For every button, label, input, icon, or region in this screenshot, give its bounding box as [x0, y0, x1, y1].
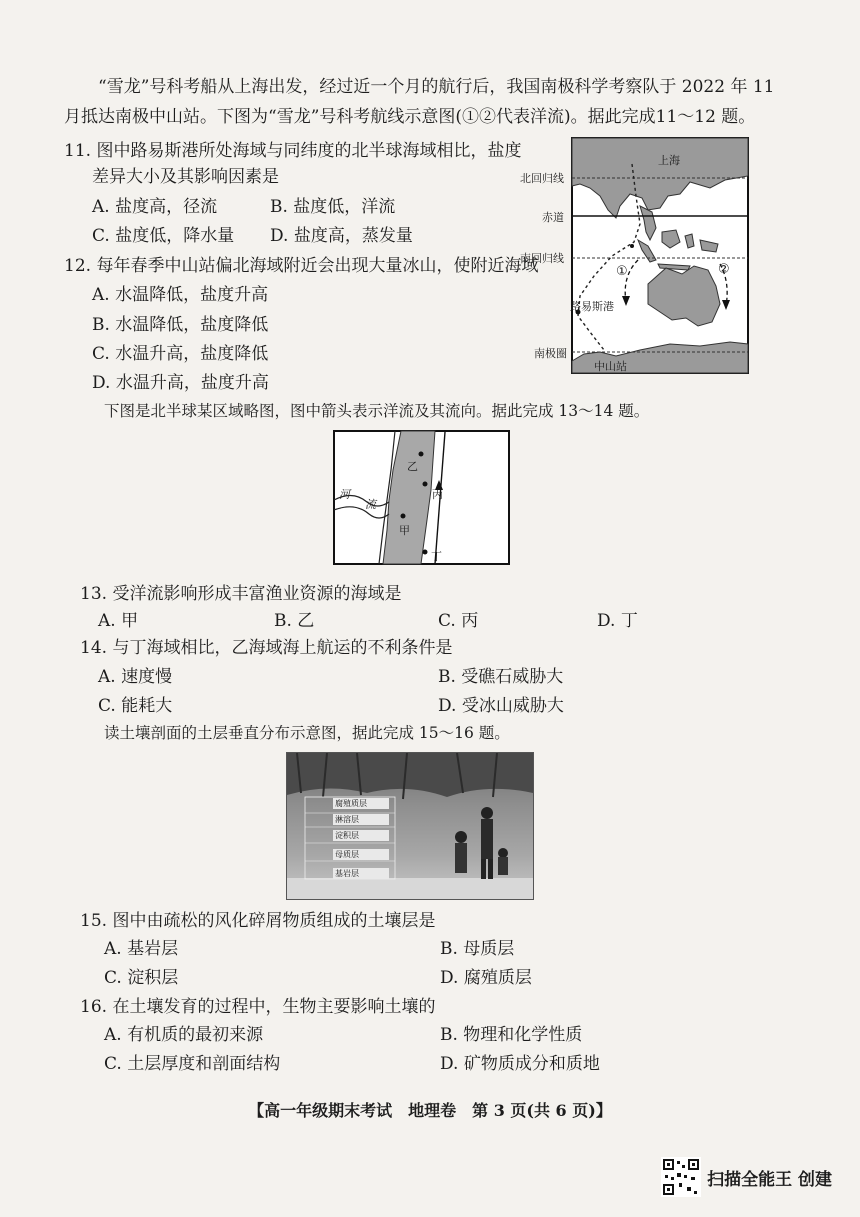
intro-13-14: 下图是北半球某区域略图，图中箭头表示洋流及其流向。据此完成 13～14 题。: [104, 402, 650, 420]
label-tropic-cancer: 北回归线: [520, 172, 564, 185]
layer-label-illuvial: 淀积层: [333, 830, 389, 841]
label-current-1: ①: [616, 264, 628, 279]
q11-option-a: A. 盐度高，径流: [92, 197, 218, 217]
q11-option-d: D. 盐度高，蒸发量: [270, 226, 413, 246]
q12-option-a: A. 水温降低，盐度升高: [92, 285, 269, 305]
q11-option-c: C. 盐度低，降水量: [92, 226, 235, 246]
label-river-2: 流: [365, 498, 376, 511]
soil-profile-photo: [286, 752, 534, 900]
q16-option-d: D. 矿物质成分和质地: [440, 1054, 600, 1074]
label-equator: 赤道: [542, 211, 564, 224]
scanner-brand-text: 扫描全能王 创建: [707, 1169, 832, 1190]
q13-stem: 13. 受洋流影响形成丰富渔业资源的海域是: [80, 584, 402, 604]
page-footer: 【高一年级期末考试 地理卷 第 3 页(共 6 页)】: [248, 1101, 612, 1120]
q15-option-a: A. 基岩层: [104, 939, 179, 959]
layer-label-eluvial: 淋溶层: [333, 814, 389, 825]
q12-option-c: C. 水温升高，盐度降低: [92, 344, 269, 364]
route-map: [520, 136, 750, 376]
q12-option-b: B. 水温降低，盐度降低: [92, 315, 269, 335]
layer-label-humus: 腐殖质层: [333, 798, 389, 809]
q16-option-a: A. 有机质的最初来源: [104, 1025, 264, 1045]
q12-option-d: D. 水温升高，盐度升高: [92, 373, 269, 393]
q16-option-c: C. 土层厚度和剖面结构: [104, 1054, 281, 1074]
q15-stem: 15. 图中由疏松的风化碎屑物质组成的土壤层是: [80, 911, 436, 931]
q13-option-d: D. 丁: [597, 611, 638, 631]
layer-label-bedrock: 基岩层: [333, 868, 389, 879]
q16-option-b: B. 物理和化学性质: [440, 1025, 583, 1045]
label-ding: 丁: [431, 550, 442, 563]
q16-stem: 16. 在土壤发育的过程中，生物主要影响土壤的: [80, 997, 436, 1017]
label-shanghai: 上海: [658, 154, 680, 167]
q14-option-a: A. 速度慢: [98, 667, 173, 687]
q14-option-d: D. 受冰山威胁大: [438, 696, 564, 716]
label-jia: 甲: [399, 524, 410, 537]
photo-layer-labels: [333, 797, 389, 879]
q14-option-b: B. 受礁石威胁大: [438, 667, 564, 687]
q15-option-c: C. 淀积层: [104, 968, 179, 988]
q15-option-b: B. 母质层: [440, 939, 515, 959]
layer-label-parent: 母质层: [333, 849, 389, 860]
label-current-2: ②: [718, 262, 730, 277]
label-tropic-capricorn: 南回归线: [520, 252, 564, 265]
intro-line-1: “雪龙”号科考船从上海出发，经过近一个月的航行后，我国南极科学考察队于 2022 年 11: [98, 77, 775, 97]
intro-15-16: 读土壤剖面的土层垂直分布示意图，据此完成 15～16 题。: [104, 724, 510, 742]
scanner-watermark: [661, 1157, 832, 1197]
q11-stem-2: 差异大小及其影响因素是: [92, 167, 279, 187]
region-map: [333, 430, 510, 565]
qr-code-icon: [661, 1157, 701, 1197]
label-bing: 丙: [432, 488, 443, 501]
q11-option-b: B. 盐度低，洋流: [270, 197, 396, 217]
q11-stem: 11. 图中路易斯港所处海域与同纬度的北半球海域相比，盐度: [64, 141, 522, 161]
q14-option-c: C. 能耗大: [98, 696, 173, 716]
q15-option-d: D. 腐殖质层: [440, 968, 532, 988]
label-antarctic-circle: 南极圈: [534, 347, 567, 360]
q13-option-c: C. 丙: [438, 611, 479, 631]
q13-option-b: B. 乙: [274, 611, 315, 631]
q14-stem: 14. 与丁海域相比，乙海域海上航运的不利条件是: [80, 638, 453, 658]
q13-option-a: A. 甲: [98, 611, 139, 631]
label-zhongshan: 中山站: [594, 360, 627, 373]
label-port-louis: 路易斯港: [570, 300, 614, 313]
intro-line-2: 月抵达南极中山站。下图为“雪龙”号科考航线示意图(①②代表洋流)。据此完成11～12 题。: [64, 107, 756, 127]
label-river-1: 河: [339, 488, 350, 501]
q12-stem: 12. 每年春季中山站偏北海域附近会出现大量冰山，使附近海域: [64, 256, 539, 276]
label-yi: 乙: [407, 460, 418, 473]
